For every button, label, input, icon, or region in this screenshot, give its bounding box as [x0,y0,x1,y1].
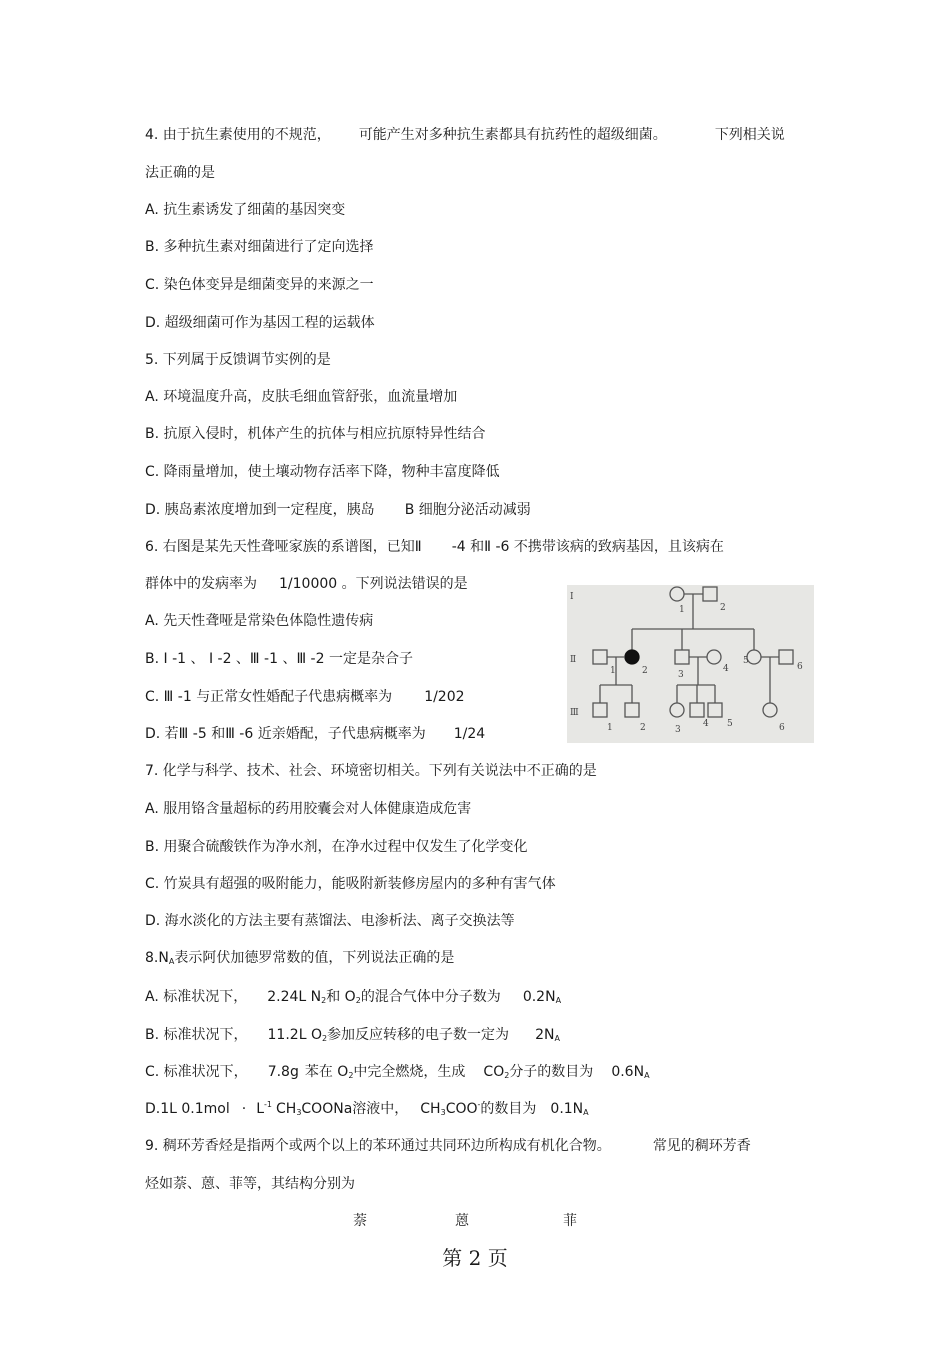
gen3-number: 2 [640,723,646,733]
q5-option-c: C. 降雨量增加，使土壤动物存活率下降，物种丰富度降低 [145,464,500,480]
page-number: 第 2 页 [442,1246,508,1270]
q6-stem-line2 [145,575,468,593]
q8-text: 2N [535,1027,555,1043]
gen3-number: 4 [703,719,709,729]
q8-text: 0.6N [611,1064,645,1080]
q8-option-c [145,1063,650,1083]
q8-text: COO [445,1101,478,1117]
q6-option-a: A. 先天性聋哑是常染色体隐性遗传病 [145,613,374,629]
q8-text: D.1L 0.1mol [145,1101,230,1117]
q8-text: 溶液中， [352,1101,409,1117]
gen2-male-6 [779,650,793,664]
q4-option-c: C. 染色体变异是细菌变异的来源之一 [145,277,374,293]
q8-text: C. 标准状况下， [145,1064,248,1080]
q8-text: 0.2N [522,989,556,1005]
gen2-number: 6 [797,662,803,672]
phenanthrene-label: 菲 [563,1213,577,1229]
q6-stem-part: 1/10000 。下列说法错误的是 [279,576,468,592]
gen3-male-1 [593,703,607,717]
gen3-female-3 [670,703,684,717]
q6-option-d [145,725,485,743]
q8-subscript: A [583,1108,589,1117]
q8-text: CO [483,1064,505,1080]
q8-subscript: A [168,957,175,966]
q5-option-d [145,501,531,519]
q7-option-b: B. 用聚合硫酸铁作为净水剂，在净水过程中仅发生了化学变化 [145,839,528,855]
q8-subscript: A [554,1034,560,1043]
pedigree-figure [567,585,814,743]
gen3-number: 5 [727,719,733,729]
gen-label-2: Ⅱ [570,655,577,665]
gen3-number: 3 [675,725,681,735]
q8-subscript: 2 [355,996,361,1005]
q8-subscript: 2 [504,1071,510,1080]
q8-subscript: A [555,996,562,1005]
naphthalene-label: 萘 [353,1213,367,1229]
q6-option-b: B. Ⅰ -1 、 Ⅰ -2 、Ⅲ -1 、Ⅲ -2 一定是杂合子 [145,651,413,667]
gen-label-1: Ⅰ [570,592,574,602]
q7-option-d: D. 海水淡化的方法主要有蒸馏法、电渗析法、离子交换法等 [145,913,515,929]
q8-text: 苯在 O [304,1064,349,1080]
q8-subscript: 2 [348,1071,354,1080]
q8-text: CH [420,1101,441,1117]
q4-option-a: A. 抗生素诱发了细菌的基因突变 [145,202,346,218]
q8-text: 7.8g [267,1064,299,1080]
gen2-male-1 [593,650,607,664]
q5-option-d-part: B 细胞分泌活动减弱 [404,502,531,518]
q8-text: 中完全燃烧，生成 [353,1064,466,1080]
q4-stem-line2: 法正确的是 [145,165,215,181]
q8-text: A. 标准状况下， [145,989,248,1005]
q8-subscript: 3 [296,1108,302,1117]
q6-stem-line1 [145,538,724,556]
q8-stem [145,949,454,969]
q8-text: 8.N [145,950,169,966]
gen2-affected-female-2 [625,650,639,664]
gen2-female-4 [707,650,721,664]
gen2-female-5 [747,650,761,664]
q8-text: 表示阿伏加德罗常数的值，下列说法正确的是 [174,950,455,966]
q8-option-a [145,988,561,1008]
q8-superscript: - [477,1100,481,1109]
q8-text: 2.24L N [267,989,322,1005]
q8-superscript: -1 [264,1100,272,1109]
q8-text: 参加反应转移的电子数一定为 [327,1027,510,1043]
q4-stem-part: 可能产生对多种抗生素都具有抗药性的超级细菌。 [358,127,667,143]
q4-option-b: B. 多种抗生素对细菌进行了定向选择 [145,239,374,255]
q8-text: COONa [301,1101,353,1117]
q6-option-c-part: 1/202 [424,689,465,705]
gen3-male-5 [708,703,722,717]
q9-stem-part: 常见的稠环芳香 [652,1138,751,1154]
pedigree-chart [567,585,814,743]
gen3-male-4 [690,703,704,717]
q8-text: · [241,1101,247,1117]
gen2-number: 2 [642,666,648,676]
gen3-female-6 [763,703,777,717]
q8-text: 11.2L O [267,1027,322,1043]
q4-stem-line1 [145,126,785,144]
gen-label-3: Ⅲ [570,708,579,718]
q6-stem-part: 6. 右图是某先天性聋哑家族的系谱图，已知Ⅱ [145,539,422,555]
q8-subscript: A [644,1071,650,1080]
q4-stem-part: 下列相关说 [714,127,785,143]
q6-option-d-part: D. 若Ⅲ -5 和Ⅲ -6 近亲婚配，子代患病概率为 [145,726,426,742]
q9-stem-part: 9. 稠环芳香烃是指两个或两个以上的苯环通过共同环边所构成有机化合物。 [145,1138,611,1154]
q8-text: L [256,1101,265,1117]
q8-text: 分子的数目为 [509,1064,594,1080]
q5-option-d-part: D. 胰岛素浓度增加到一定程度，胰岛 [145,502,375,518]
q8-text: 0.1N [550,1101,584,1117]
gen2-number: 3 [678,670,684,680]
anthracene-label: 蒽 [455,1213,469,1229]
q5-option-b: B. 抗原入侵时，机体产生的抗体与相应抗原特异性结合 [145,426,486,442]
q7-option-a: A. 服用铬含量超标的药用胶囊会对人体健康造成危害 [145,801,472,817]
q6-stem-part: -4 和Ⅱ -6 不携带该病的致病基因，且该病在 [451,539,724,555]
q7-stem: 7. 化学与科学、技术、社会、环境密切相关。下列有关说法中不正确的是 [145,763,597,779]
q6-stem-part: 群体中的发病率为 [145,576,257,592]
gen2-number: 4 [723,664,729,674]
q8-subscript: 3 [440,1108,446,1117]
q6-option-c-part: C. Ⅲ -1 与正常女性婚配子代患病概率为 [145,689,393,705]
q7-option-c: C. 竹炭具有超强的吸附能力，能吸附新装修房屋内的多种有害气体 [145,876,556,892]
gen1-female-1 [670,587,684,601]
q8-text: B. 标准状况下， [145,1027,248,1043]
q4-option-d: D. 超级细菌可作为基因工程的运载体 [145,315,375,331]
q6-option-d-part: 1/24 [453,726,486,742]
gen3-number: 1 [607,723,613,733]
gen1-number: 2 [720,603,726,613]
gen3-number: 6 [779,723,785,733]
gen2-number: 1 [610,666,616,676]
q8-option-b [145,1026,560,1046]
q8-subscript: 2 [321,1034,328,1043]
q8-option-d [145,1100,589,1120]
gen3-male-2 [625,703,639,717]
gen1-number: 1 [679,605,685,615]
gen1-male-2 [703,587,717,601]
gen2-number: 5 [743,656,749,666]
q9-stem-line1 [145,1137,751,1155]
q5-stem: 5. 下列属于反馈调节实例的是 [145,352,331,368]
q8-subscript: 2 [321,996,327,1005]
gen2-male-3 [675,650,689,664]
q5-option-a: A. 环境温度升高，皮肤毛细血管舒张，血流量增加 [145,389,458,405]
q4-stem-part: 4. 由于抗生素使用的不规范， [145,127,331,143]
q8-text: 的数目为 [480,1101,537,1117]
q8-text: 和 O [326,989,356,1005]
q6-option-c [145,688,465,706]
q8-text: 的混合气体中分子数为 [360,989,501,1005]
q8-text: CH [276,1101,297,1117]
q9-stem-line2: 烃如萘、蒽、菲等，其结构分别为 [145,1176,355,1192]
